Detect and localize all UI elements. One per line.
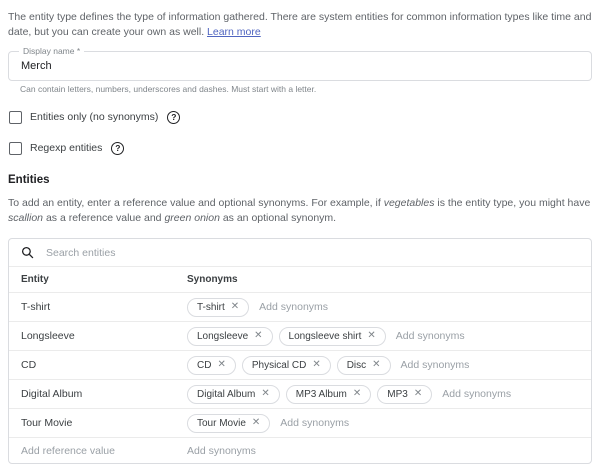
search-entities-input[interactable] (44, 246, 579, 260)
regexp-entities-checkbox[interactable] (9, 142, 22, 155)
synonym-chip-label: Longsleeve (197, 330, 249, 342)
entity-reference-value[interactable]: Digital Album (21, 388, 83, 400)
regexp-entities-label[interactable]: Regexp entities (30, 142, 103, 154)
remove-synonym-icon[interactable]: ✕ (251, 417, 261, 428)
remove-synonym-icon[interactable]: ✕ (367, 330, 376, 341)
remove-synonym-icon[interactable]: ✕ (312, 359, 321, 370)
add-synonyms-input[interactable]: Add synonyms (442, 388, 512, 400)
entities-only-row (9, 110, 592, 124)
entities-only-label[interactable]: Entities only (no synonyms) (30, 111, 159, 123)
synonyms-cell (187, 298, 591, 317)
entities-only-checkbox[interactable] (9, 111, 22, 124)
regexp-entities-help-icon[interactable]: ? (111, 142, 124, 155)
synonym-chip (279, 327, 386, 346)
regexp-entities-row (9, 141, 592, 155)
synonym-chip-label: Tour Movie (197, 417, 246, 429)
remove-synonym-icon[interactable]: ✕ (413, 388, 423, 399)
search-icon (21, 246, 34, 259)
table-row (9, 380, 591, 409)
remove-synonym-icon[interactable]: ✕ (217, 359, 226, 370)
table-header-row (9, 267, 591, 293)
entity-reference-value[interactable]: T-shirt (21, 301, 51, 313)
entities-description-part: is the entity type, you might have (434, 197, 591, 209)
synonyms-cell (187, 385, 591, 404)
synonym-chip-label: CD (197, 359, 212, 371)
entities-description-part: as an optional synonym. (219, 212, 337, 224)
add-synonyms-input[interactable]: Add synonyms (280, 417, 350, 429)
table-row (9, 409, 591, 438)
table-row (9, 293, 591, 322)
entities-description (8, 196, 592, 226)
entity-column-header: Entity (21, 274, 49, 285)
display-name-input[interactable] (9, 52, 562, 80)
synonym-chip (242, 356, 331, 375)
entity-reference-value[interactable]: Tour Movie (21, 417, 73, 429)
synonym-chip-label: T-shirt (197, 301, 225, 313)
entities-heading: Entities (8, 174, 50, 186)
synonyms-cell (187, 327, 591, 346)
add-reference-value-input[interactable]: Add reference value (21, 444, 115, 457)
remove-synonym-icon[interactable]: ✕ (372, 359, 381, 370)
synonym-chip-label: Digital Album (197, 388, 256, 400)
display-name-field (8, 46, 592, 81)
synonym-chip (337, 356, 391, 375)
search-row (9, 239, 591, 267)
synonym-chip (377, 385, 432, 404)
intro-text (8, 10, 592, 40)
intro-text-body: The entity type defines the type of information gathered. There are system entities for common information types like time and date, but you can create your own as well. (8, 11, 592, 38)
entities-description-part: green onion (164, 212, 220, 224)
entity-reference-value[interactable]: Longsleeve (21, 330, 75, 342)
remove-synonym-icon[interactable]: ✕ (352, 388, 362, 399)
display-name-helper-text: Can contain letters, numbers, underscores and dashes. Must start with a letter. (20, 84, 317, 94)
entities-description-part: scallion (8, 212, 44, 224)
synonyms-column-header: Synonyms (187, 274, 238, 285)
synonyms-cell (187, 414, 591, 433)
synonym-chip-label: MP3 Album (295, 388, 347, 400)
table-rows (9, 293, 591, 463)
synonyms-cell (187, 356, 591, 375)
add-synonyms-input[interactable]: Add synonyms (259, 301, 329, 313)
synonym-chip (187, 356, 236, 375)
add-synonyms-input[interactable]: Add synonyms (395, 330, 465, 342)
synonym-chip-label: Disc (346, 359, 367, 371)
table-row (9, 351, 591, 380)
synonym-chip-label: Longsleeve shirt (288, 330, 362, 342)
entity-reference-value[interactable]: CD (21, 359, 37, 371)
add-synonyms-input[interactable]: Add synonyms (187, 444, 256, 457)
remove-synonym-icon[interactable]: ✕ (261, 388, 270, 399)
remove-synonym-icon[interactable]: ✕ (254, 330, 263, 341)
synonym-chip (187, 385, 280, 404)
synonym-chip-label: Physical CD (251, 359, 307, 371)
add-synonyms-input[interactable]: Add synonyms (400, 359, 470, 371)
entities-description-part: vegetables (383, 197, 435, 209)
learn-more-link[interactable]: Learn more (207, 26, 261, 38)
display-name-label: Display name * (19, 46, 84, 56)
entities-description-part: To add an entity, enter a reference value and optional synonyms. For example, if (8, 197, 384, 209)
entities-description-part: as a reference value and (43, 212, 165, 224)
remove-synonym-icon[interactable]: ✕ (230, 301, 240, 312)
synonym-chip (187, 414, 270, 433)
entities-table (8, 238, 592, 464)
table-row (9, 322, 591, 351)
synonym-chip (187, 298, 249, 317)
synonym-chip (187, 327, 273, 346)
entities-only-help-icon[interactable]: ? (167, 111, 180, 124)
synonym-chip-label: MP3 (387, 388, 408, 400)
synonym-chip (286, 385, 372, 404)
